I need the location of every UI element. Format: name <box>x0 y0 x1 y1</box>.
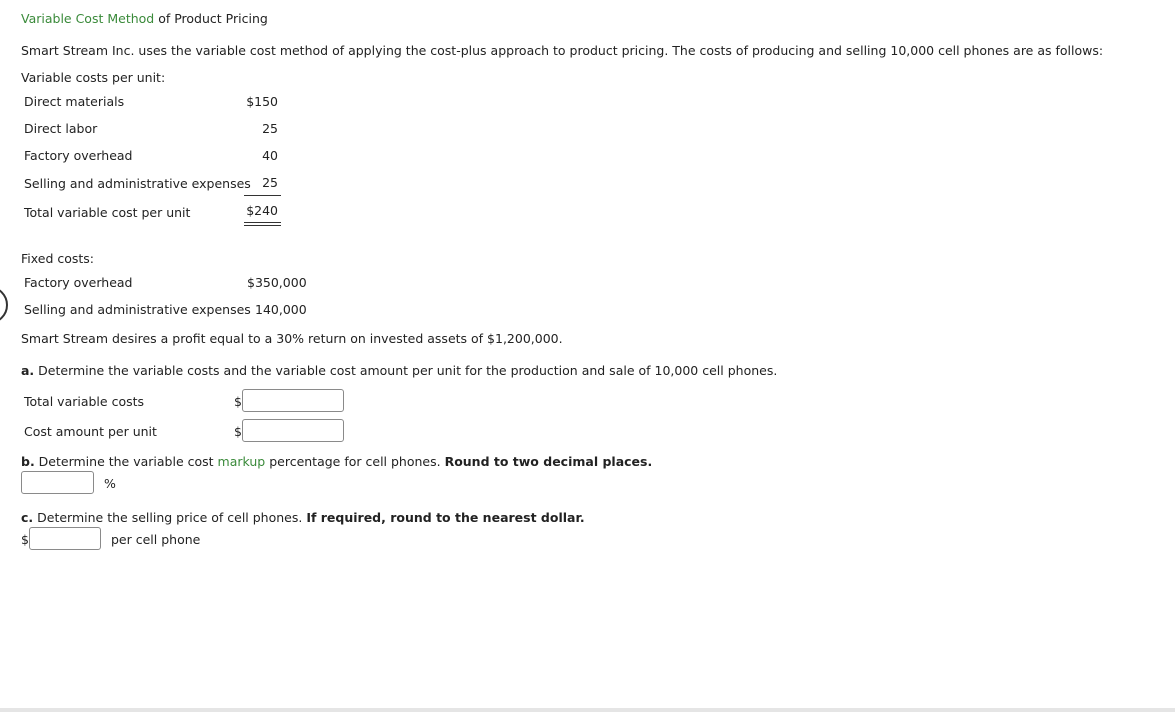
variable-costs-heading: Variable costs per unit: <box>21 70 166 85</box>
cost-amount-per-unit-label: Cost amount per unit <box>24 424 157 439</box>
part-c-instruction: If required, round to the nearest dollar. <box>306 510 585 525</box>
per-cell-phone-unit: per cell phone <box>111 532 201 547</box>
cost-amount-per-unit-input[interactable] <box>242 419 344 442</box>
markup-link[interactable]: markup <box>217 454 266 469</box>
variable-cost-value: 40 <box>262 148 278 163</box>
fixed-cost-label: Factory overhead <box>24 275 133 290</box>
side-tab-handle[interactable] <box>0 286 8 324</box>
variable-cost-value: $150 <box>246 94 278 109</box>
part-b-instruction: Round to two decimal places. <box>444 454 653 469</box>
part-a-letter: a. <box>21 363 35 378</box>
total-double-rule <box>244 222 281 226</box>
currency-symbol: $ <box>21 532 29 547</box>
total-variable-cost-label: Total variable cost per unit <box>24 205 191 220</box>
part-c-text: Determine the selling price of cell phones. <box>33 510 307 525</box>
part-b-text-after: percentage for cell phones. <box>265 454 445 469</box>
part-b-text-before: Determine the variable cost <box>34 454 218 469</box>
variable-cost-value: 25 <box>262 175 278 190</box>
variable-cost-value: 25 <box>262 121 278 136</box>
part-c-letter: c. <box>21 510 34 525</box>
page-title <box>21 11 268 26</box>
title-link[interactable]: Variable Cost Method <box>21 11 155 26</box>
fixed-cost-value: 140,000 <box>255 302 307 317</box>
part-b-question <box>21 454 652 469</box>
profit-statement: Smart Stream desires a profit equal to a 30% return on invested assets of $1,200,000. <box>21 331 563 346</box>
currency-symbol: $ <box>234 394 242 409</box>
intro-text: Smart Stream Inc. uses the variable cost method of applying the cost-plus approach to product pricing. The costs of producing and selling 10,000 cell phones are as follows: <box>21 43 1104 58</box>
part-a-text: Determine the variable costs and the variable cost amount per unit for the production and sale of 10,000 cell phones. <box>34 363 778 378</box>
part-a-question <box>21 363 777 378</box>
variable-cost-label: Direct labor <box>24 121 98 136</box>
variable-cost-label: Selling and administrative expenses <box>24 176 251 191</box>
part-b-letter: b. <box>21 454 35 469</box>
total-variable-costs-label: Total variable costs <box>24 394 145 409</box>
title-rest: of Product Pricing <box>154 11 268 26</box>
fixed-costs-heading: Fixed costs: <box>21 251 95 266</box>
variable-cost-label: Factory overhead <box>24 148 133 163</box>
part-c-question <box>21 510 585 525</box>
subtotal-rule <box>244 195 281 196</box>
selling-price-input[interactable] <box>29 527 101 550</box>
bottom-scrollbar[interactable] <box>0 708 1175 712</box>
percent-unit: % <box>104 476 116 491</box>
fixed-cost-label: Selling and administrative expenses <box>24 302 251 317</box>
total-variable-costs-input[interactable] <box>242 389 344 412</box>
fixed-cost-value: $350,000 <box>247 275 307 290</box>
variable-cost-label: Direct materials <box>24 94 125 109</box>
total-variable-cost-value: $240 <box>246 203 278 218</box>
markup-percentage-input[interactable] <box>21 471 94 494</box>
currency-symbol: $ <box>234 424 242 439</box>
